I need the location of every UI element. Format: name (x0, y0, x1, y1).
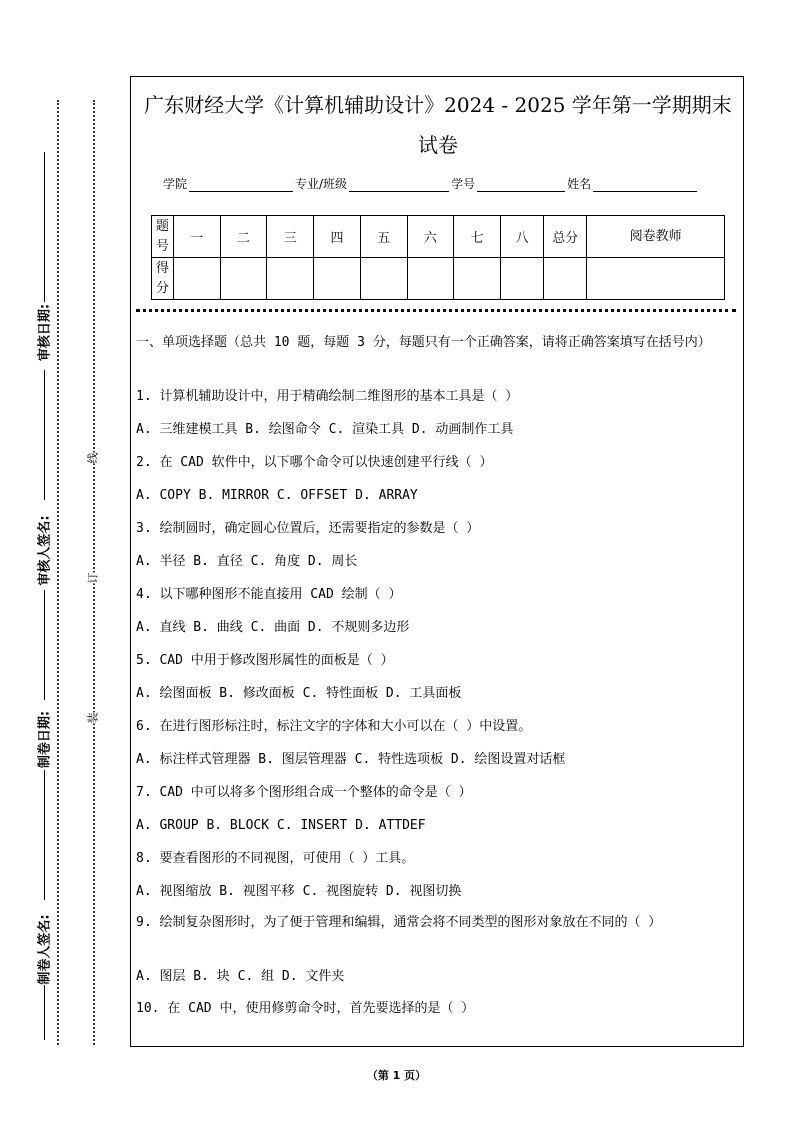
col-2: 二 (220, 216, 267, 258)
student-info-row (163, 175, 699, 192)
college-label: 学院 (163, 177, 188, 191)
header-separator (136, 309, 736, 312)
question-4-options: A. 直线 B. 曲线 C. 曲面 D. 不规则多边形 (136, 620, 410, 635)
maker-sign-tail-line (44, 985, 45, 1040)
major-class-label: 专业/班级 (295, 177, 348, 191)
maker-sign-label: 制卷人签名: (37, 914, 53, 985)
score-cell[interactable] (454, 258, 501, 300)
score-cell-total[interactable] (544, 258, 587, 300)
name-label: 姓名 (567, 177, 592, 191)
question-number-label: 题号 (152, 216, 174, 258)
left-dotted-rule (57, 100, 59, 1045)
score-cell[interactable] (407, 258, 454, 300)
score-table (151, 215, 725, 300)
exam-title-line1: 广东财经大学《计算机辅助设计》2024 - 2025 学年第一学期期末 (144, 93, 732, 117)
col-5: 五 (360, 216, 407, 258)
score-cell[interactable] (173, 258, 220, 300)
reviewer-date-line (44, 152, 45, 302)
maker-date-label: 制卷日期: (37, 710, 53, 769)
score-cell[interactable] (314, 258, 361, 300)
question-2: 2. 在 CAD 软件中，以下哪个命令可以快速创建平行线（ ） (136, 455, 493, 470)
question-1: 1. 计算机辅助设计中，用于精确绘制二维图形的基本工具是（ ） (136, 389, 519, 404)
reviewer-sign-label: 审核人签名: (37, 515, 53, 586)
question-7-options: A. GROUP B. BLOCK C. INSERT D. ATTDEF (136, 818, 426, 833)
question-3-options: A. 半径 B. 直径 C. 角度 D. 周长 (136, 554, 358, 569)
reviewer-date-label: 审核日期: (37, 303, 53, 362)
question-9: 9. 绘制复杂图形时，为了便于管理和编辑，通常会将不同类型的图形对象放在不同的（ ） (136, 915, 662, 930)
question-3: 3. 绘制圆时，确定圆心位置后，还需要指定的参数是（ ） (136, 521, 480, 536)
reviewer-sign-line (44, 370, 45, 500)
college-blank[interactable] (189, 177, 293, 192)
question-8: 8. 要查看图形的不同视图，可使用（ ）工具。 (136, 851, 415, 866)
maker-date-line (44, 590, 45, 700)
question-5-options: A. 绘图面板 B. 修改面板 C. 特性面板 D. 工具面板 (136, 686, 462, 701)
section1-heading: 一、单项选择题（总共 10 题，每题 3 分，每题只有一个正确答案，请将正确答案填写在括号内） (136, 335, 711, 350)
score-cell-reviewer[interactable] (587, 258, 725, 300)
question-7: 7. CAD 中可以将多个图形组合成一个整体的命令是（ ） (136, 785, 472, 800)
score-label: 得分 (152, 258, 174, 300)
col-total: 总分 (544, 216, 587, 258)
question-2-options: A. COPY B. MIRROR C. OFFSET D. ARRAY (136, 488, 418, 503)
col-1: 一 (173, 216, 220, 258)
score-table-header-row (152, 216, 725, 258)
zhuang-mark: 装 (86, 712, 100, 724)
score-cell[interactable] (360, 258, 407, 300)
question-1-options: A. 三维建模工具 B. 绘图命令 C. 渲染工具 D. 动画制作工具 (136, 422, 514, 437)
reviewer-col: 阅卷教师 (587, 216, 725, 258)
col-8: 八 (500, 216, 543, 258)
question-8-options: A. 视图缩放 B. 视图平移 C. 视图旋转 D. 视图切换 (136, 884, 462, 899)
student-id-blank[interactable] (477, 177, 565, 192)
score-cell[interactable] (267, 258, 314, 300)
col-7: 七 (454, 216, 501, 258)
question-10: 10. 在 CAD 中，使用修剪命令时，首先要选择的是（ ） (136, 1001, 475, 1016)
exam-title-line2: 试卷 (418, 133, 458, 157)
question-4: 4. 以下哪种图形不能直接用 CAD 绘制（ ） (136, 587, 402, 602)
score-table-score-row (152, 258, 725, 300)
col-3: 三 (267, 216, 314, 258)
maker-sign-line (44, 770, 45, 900)
student-id-label: 学号 (451, 177, 476, 191)
line-mark: 线 (86, 452, 100, 464)
score-cell[interactable] (500, 258, 543, 300)
score-cell[interactable] (220, 258, 267, 300)
major-class-blank[interactable] (349, 177, 449, 192)
page-number: （第 1 页） (366, 1069, 427, 1082)
question-5: 5. CAD 中用于修改图形属性的面板是（ ） (136, 653, 394, 668)
question-6-options: A. 标注样式管理器 B. 图层管理器 C. 特性选项板 D. 绘图设置对话框 (136, 752, 566, 767)
name-blank[interactable] (593, 177, 697, 192)
col-4: 四 (314, 216, 361, 258)
col-6: 六 (407, 216, 454, 258)
question-6: 6. 在进行图形标注时，标注文字的字体和大小可以在（ ）中设置。 (136, 719, 532, 734)
exam-frame (130, 76, 744, 1047)
question-9-options: A. 图层 B. 块 C. 组 D. 文件夹 (136, 969, 345, 984)
ding-mark: 订 (86, 572, 100, 584)
